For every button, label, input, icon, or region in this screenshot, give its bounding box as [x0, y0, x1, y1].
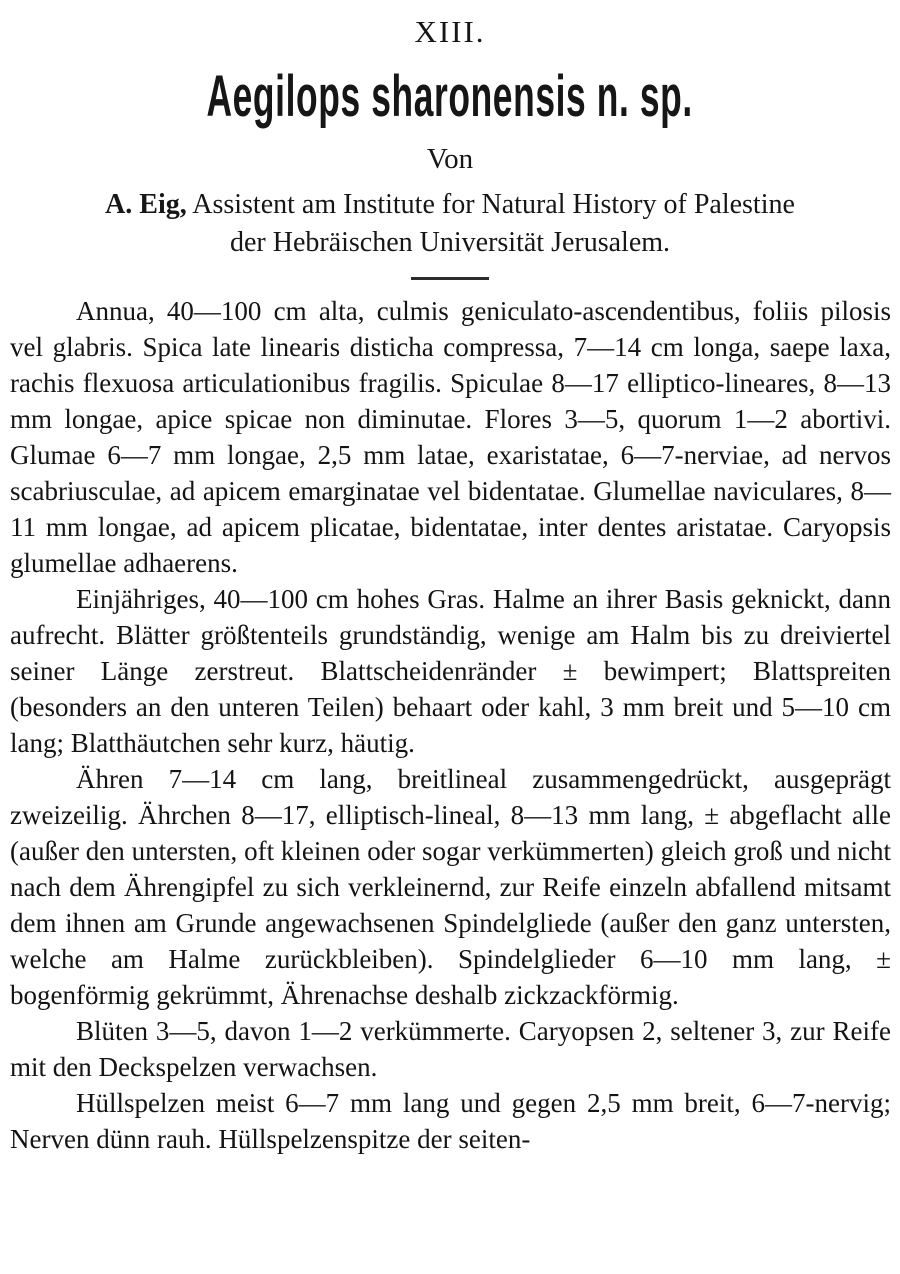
author-affiliation-line1: Assistent am Institute for Natural History of Palestine: [192, 189, 795, 220]
paragraph-german-habit: Einjähriges, 40—100 cm hohes Gras. Halme an ihrer Basis geknickt, dann aufrecht. Blätter größtenteils grundständig, wenige am Halm bis zu dreiviertel seiner Länge zerstreut. Blattscheidenränder ± bewimpert; Blattspreiten (besonders an den unteren Teilen) behaart oder kahl, 3 mm breit und 5—10 cm lang; Blatthäutchen sehr kurz, häutig.: [10, 584, 891, 758]
paper-title: Aegilops sharonensis n. sp.: [206, 64, 694, 129]
author-block: [0, 186, 900, 262]
paragraph-german-flowers: Blüten 3—5, davon 1—2 verkümmerte. Caryopsen 2, seltener 3, zur Reife mit den Deckspelzen verwachsen.: [10, 1016, 891, 1082]
section-divider-rule: [411, 277, 489, 280]
author-affiliation-line2: der Hebräischen Universität Jerusalem.: [229, 227, 671, 258]
article-body: [10, 293, 891, 1157]
paragraph-german-glumes: Hüllspelzen meist 6—7 mm lang und gegen 2,5 mm breit, 6—7-nervig; Nerven dünn rauh. Hüllspelzenspitze der seiten-: [10, 1088, 891, 1154]
author-line-1: [0, 186, 900, 224]
byline-von: Von: [426, 143, 474, 175]
author-name: A. Eig,: [105, 189, 187, 220]
paragraph-german-spike: Ähren 7—14 cm lang, breitlineal zusammengedrückt, ausgeprägt zweizeilig. Ährchen 8—17, elliptisch-lineal, 8—13 mm lang, ± abgeflacht alle (außer den untersten, oft kleinen oder sogar verkümmerten) gleich groß und nicht nach dem Ährengipfel zu sich verkleinernd, zur Reife einzeln abfallend mitsamt dem ihnen am Grunde angewachsenen Spindelgliede (außer den ganz untersten, welche am Halme zurückbleiben). Spindelglieder 6—10 mm lang, ± bogenförmig gekrümmt, Ährenachse deshalb zickzackförmig.: [10, 764, 891, 1010]
paper-title-wrap: [0, 64, 900, 132]
section-number: XIII.: [414, 14, 486, 49]
paragraph-latin-diagnosis: Annua, 40—100 cm alta, culmis geniculato-ascendentibus, foliis pilosis vel glabris. Spica late linearis disticha compressa, 7—14 cm longa, saepe laxa, rachis flexuosa articulationibus fragilis. Spiculae 8—17 elliptico-lineares, 8—13 mm longae, apice spicae non diminutae. Flores 3—5, quorum 1—2 abortivi. Glumae 6—7 mm longae, 2,5 mm latae, exaristatae, 6—7-nerviae, ad nervos scabriusculae, ad apicem emarginatae vel bidentatae. Glumellae naviculares, 8—11 mm longae, ad apicem plicatae, bidentatae, inter dentes aristatae. Caryopsis glumellae adhaerens.: [10, 296, 891, 578]
